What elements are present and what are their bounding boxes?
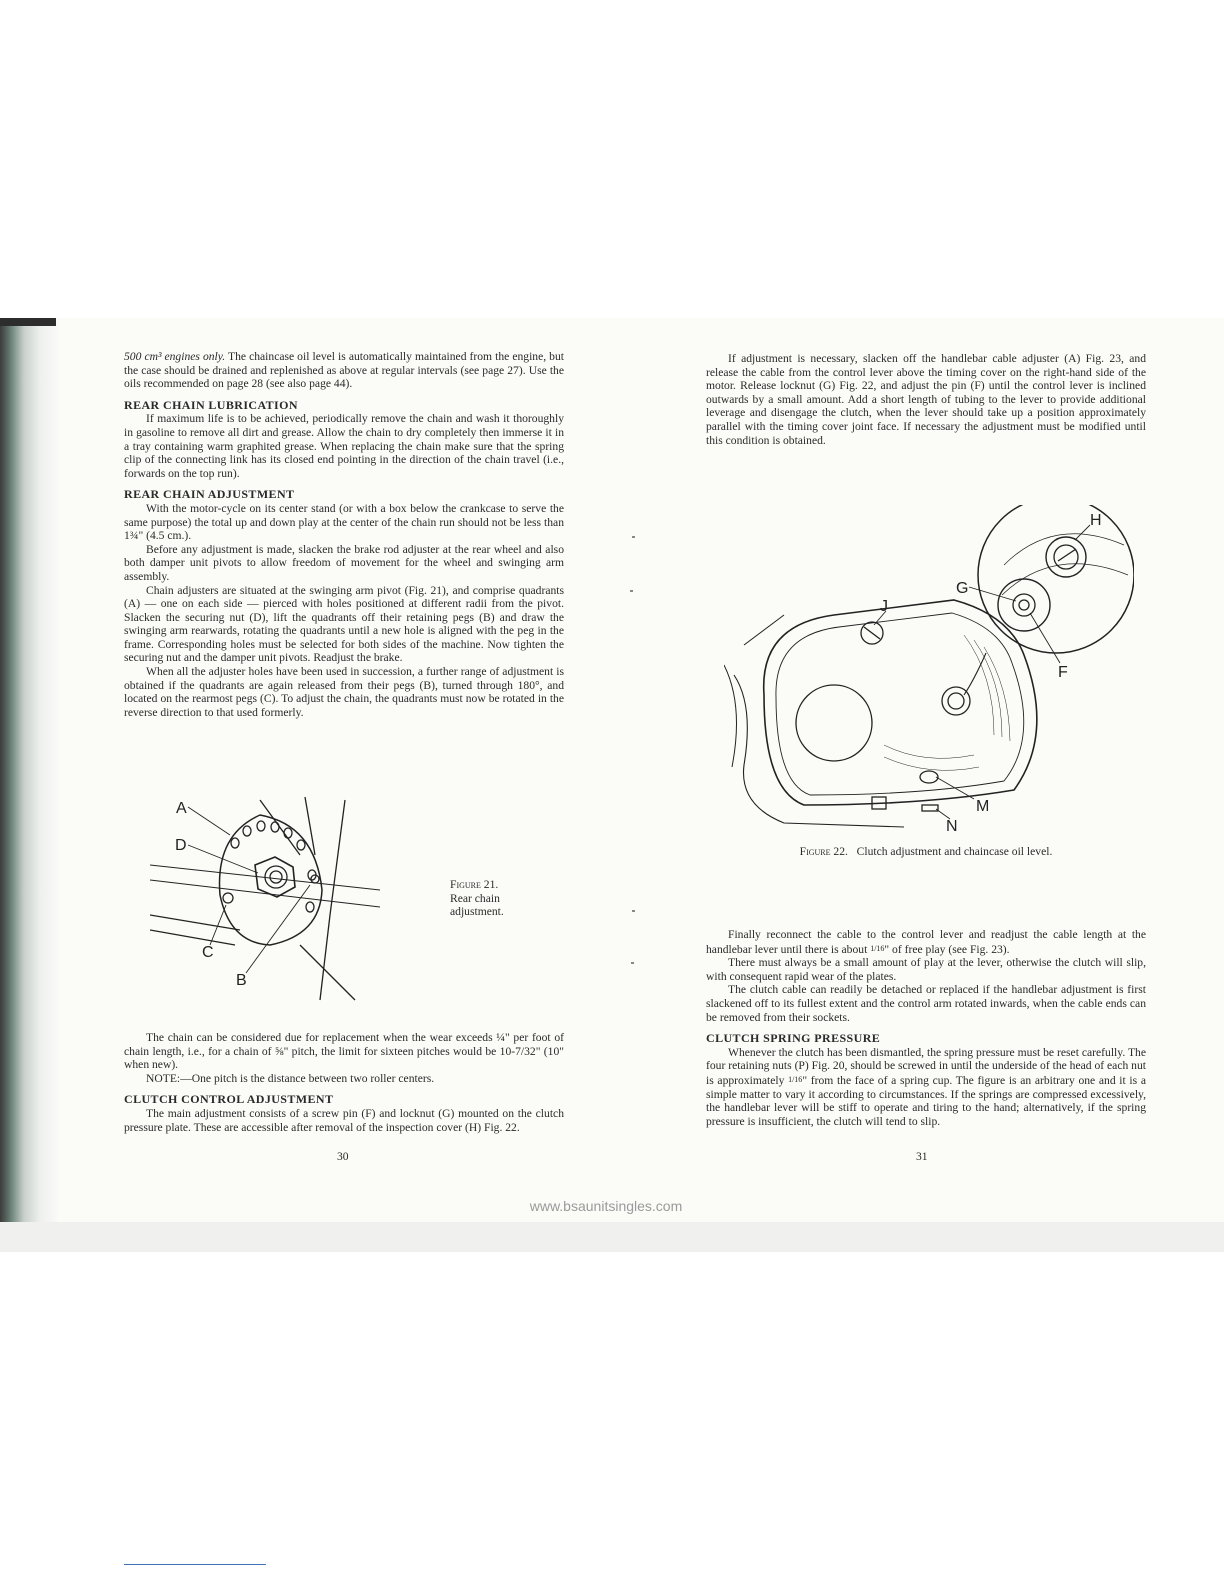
heading-rear-chain-adjustment: REAR CHAIN ADJUSTMENT [124,487,295,502]
fraction: 1/16 [788,1074,803,1084]
fig22-label-g: G [956,580,969,597]
fig22-label-j: J [880,598,888,615]
paragraph: There must always be a small amount of play at the lever, otherwise the clutch will slip, with consequent rapid wear of the plates. [706,956,1146,983]
fig21-label-b: B [236,972,247,989]
fig22-label-n: N [946,818,958,835]
caption-line: adjustment. [450,905,504,919]
note: NOTE:—One pitch is the distance between two roller centers. [146,1071,435,1085]
intro-paragraph [124,350,564,391]
text-run: " of free play (see Fig. 23). [884,942,1010,956]
fig22-label-h: H [1090,512,1102,529]
page-number-left: 30 [337,1150,349,1163]
figure-22-illustration [724,505,1134,835]
fig21-label-d: D [175,837,187,854]
fig21-label-a: A [176,800,187,817]
right-page-text [706,352,1146,447]
heading-rear-chain-lubrication: REAR CHAIN LUBRICATION [124,397,298,412]
paragraph: Chain adjusters are situated at the swinging arm pivot (Fig. 21), and comprise quadrants (A) — one on each side — pierced with holes positioned at different radii from the pivot. Slacken the securing nut (D), lift the quadrants off their retaining pegs (B) and draw the swinging arm rearwards, rotating the quadrants until a new hole is aligned with the peg in the frame. Corresponding holes must be selected for both sides of the machine. Now tighten the securing nut and the damper unit pivots. Readjust the brake. [124,583,564,665]
page-number-right: 31 [916,1150,928,1163]
book-binding-edge [0,318,60,1222]
fraction: 1/16 [870,943,885,953]
caption-figure-number: Figure 22. [799,845,848,858]
fig22-label-m: M [976,798,990,815]
scan-speck [630,590,633,592]
paragraph: If adjustment is necessary, slacken off the handlebar cable adjuster (A) Fig. 23, and release the cable from the control lever above the timing cover on the right-hand side of the motor. Release locknut (G) Fig. 22, and adjust the pin (F) until the control lever is inclined outwards by a small amount. Add a short length of tubing to the lever to provide additional leverage and disengage the clutch, when the lever should take up a position approximately parallel with the timing cover joint face. If necessary the adjustment must be modified until this condition is obtained. [706,352,1146,447]
bottom-link-underline [124,1564,266,1565]
page-bottom-band [0,1222,1224,1252]
paragraph: The main adjustment consists of a screw pin (F) and locknut (G) mounted on the clutch pressure plate. These are accessible after removal of the inspection cover (H) Fig. 22. [124,1106,564,1134]
scan-speck [632,910,635,912]
paragraph [706,928,1146,956]
scan-speck [632,536,635,538]
caption-figure-number: Figure 21. [450,878,499,891]
heading-clutch-control-adjustment: CLUTCH CONTROL ADJUSTMENT [124,1092,334,1107]
watermark-url: www.bsaunitsingles.com [529,1198,683,1214]
fig21-label-c: C [202,944,214,961]
caption-text: Clutch adjustment and chaincase oil level. [856,845,1053,858]
text-run: Finally reconnect the cable to the control lever and readjust the cable length at the handlebar lever until there is about [706,928,1146,956]
paragraph: When all the adjuster holes have been used in succession, a further range of adjustment is obtained if the quadrants are again released from their pegs (B), turned through 180°, and located on the rearmost pegs (C). To adjust the chain, the quadrants must now be rotated in the reverse direction to that used formerly. [124,665,564,719]
figure-21-illustration [150,795,380,1005]
caption-line: Rear chain [450,891,500,905]
paragraph: With the motor-cycle on its center stand (or with a box below the crankcase to serve the same purpose) the total up and down play at the center of the chain run should not be less than 1¾" (4.5 cm.). [124,501,564,543]
intro-text: The chaincase oil level is automatically maintained from the engine, but the case should be drained and replenished as above at regular intervals (see page 27). Use the oils recommended on page 28 (see also page 44). [124,350,564,391]
right-page-lower-text [706,928,1146,1128]
fig22-label-f: F [1058,664,1068,681]
figure-22-caption [706,845,1146,858]
scan-speck [631,962,634,964]
figure-21-caption [450,878,560,919]
heading-clutch-spring-pressure: CLUTCH SPRING PRESSURE [706,1031,881,1046]
left-page-text [124,350,564,719]
paragraph: The chain can be considered due for replacement when the wear exceeds ¼" per foot of chain length, i.e., for a chain of ⅝" pitch, the limit for sixteen pitches would be 10-7/32" (10" when new). [124,1031,564,1072]
paragraph: If maximum life is to be achieved, periodically remove the chain and wash it thoroughly in gasoline to remove all dirt and grease. Allow the chain to dry completely then immerse it in a tray containing warm graphited grease. When replacing the chain make sure that the spring clip of the connecting link has its closed end pointing in the direction of the chain travel (i.e., forwards on the top run). [124,412,564,480]
text-run: " from the face of a spring cup. The figure is an arbitrary one and it is a simple matter to vary it according to circumstances. If the springs are compressed excessively, the handlebar lever will be stiff to operate and tiring to the hand; alternatively, if the spring pressure is insufficient, the clutch will tend to slip. [706,1073,1146,1128]
text-run: Whenever the clutch has been dismantled, the spring pressure must be reset carefully. The four retaining nuts (P) Fig. 20, should be screwed in until the underside of the head of each nut is approximately [706,1045,1146,1087]
paragraph: Before any adjustment is made, slacken the brake rod adjuster at the rear wheel and also both damper unit pivots to allow freedom of movement for the wheel and swinging arm assembly. [124,542,564,583]
binding-shadow [0,318,56,326]
intro-lead: 500 cm³ engines only. [124,350,226,363]
left-page-lower-text [124,1031,564,1134]
paragraph: The clutch cable can readily be detached or replaced if the handlebar adjustment is first slackened off to its fullest extent and the control arm rotated inwards, when the cable ends can be removed from their sockets. [706,983,1146,1024]
paragraph [706,1046,1146,1129]
